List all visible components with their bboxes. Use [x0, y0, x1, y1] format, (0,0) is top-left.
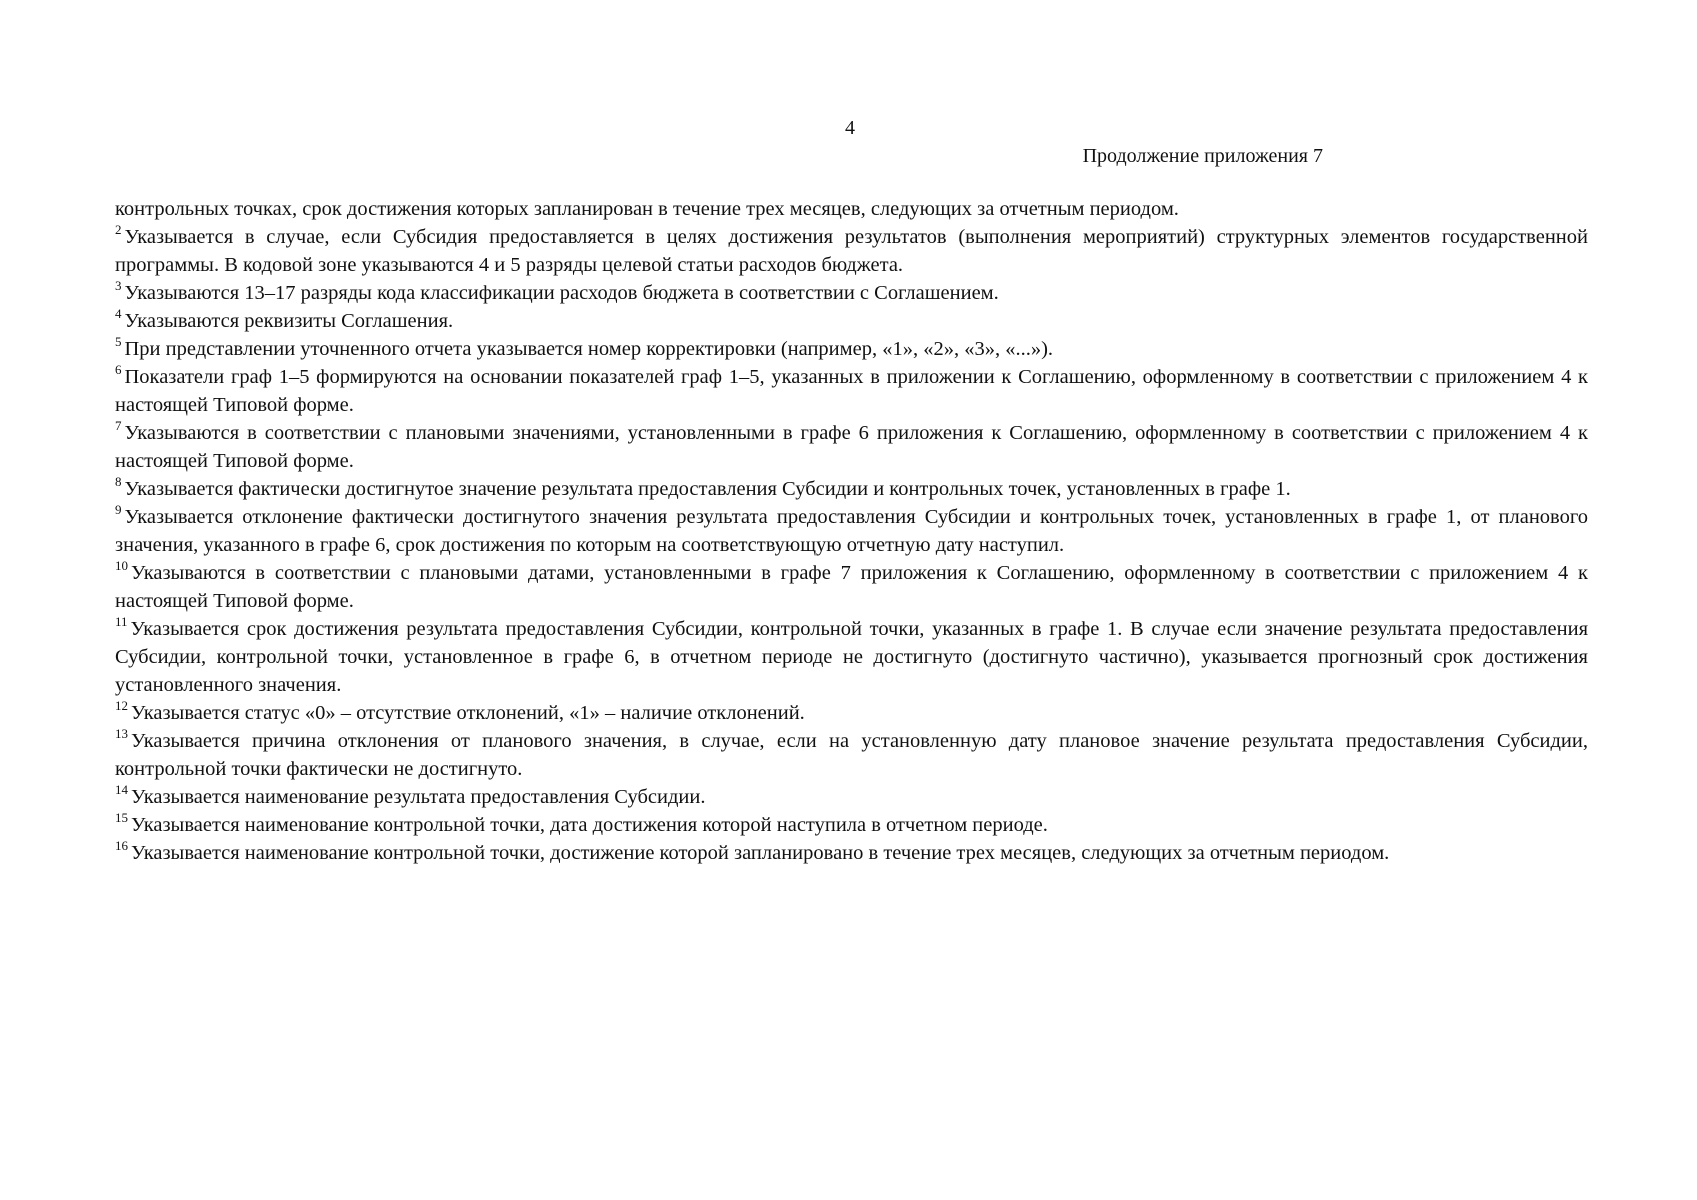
footnote-number: 10 [115, 558, 128, 573]
footnote-number: 2 [115, 222, 122, 237]
footnote-text: Указывается фактически достигнутое значение результата предоставления Субсидии и контрольных точек, установленных в графе 1. [124, 478, 1291, 500]
footnote-text: Указываются в соответствии с плановыми датами, установленными в графе 7 приложения к Соглашению, оформленному в соответствии с приложением 4 к настоящей Типовой форме. [115, 562, 1588, 612]
footnote-number: 3 [115, 278, 122, 293]
footnote-number: 5 [115, 334, 122, 349]
footnote-16 [115, 839, 1588, 867]
footnotes-list [115, 195, 1588, 867]
footnote-text: Указывается срок достижения результата предоставления Субсидии, контрольной точки, указанных в графе 1. В случае если значение результата предоставления Субсидии, контрольной точки, установленное в графе 6, в отчетном периоде не достигнуто (достигнуто частично), указывается прогнозный срок достижения установленного значения. [115, 618, 1588, 696]
footnote-text: Указывается наименование контрольной точки, дата достижения которой наступила в отчетном периоде. [131, 814, 1048, 836]
footnote-12 [115, 699, 1588, 727]
footnote-number: 4 [115, 306, 122, 321]
footnote-number: 14 [115, 782, 128, 797]
footnote-text: Указываются 13–17 разряды кода классификации расходов бюджета в соответствии с Соглашением. [124, 282, 999, 304]
footnote-number: 16 [115, 838, 128, 853]
footnote-number: 13 [115, 726, 128, 741]
appendix-label: Продолжение приложения 7 [1082, 145, 1323, 167]
footnote-number: 9 [115, 502, 122, 517]
footnote-4 [115, 307, 1588, 335]
footnote-3 [115, 279, 1588, 307]
footnote-number: 6 [115, 362, 122, 377]
footnote-text: Указывается причина отклонения от планового значения, в случае, если на установленную дату плановое значение результата предоставления Субсидии, контрольной точки фактически не достигнуто. [115, 730, 1588, 780]
footnote-text: Указывается в случае, если Субсидия предоставляется в целях достижения результатов (выполнения мероприятий) структурных элементов государственной программы. В кодовой зоне указываются 4 и 5 разряды целевой статьи расходов бюджета. [115, 226, 1588, 276]
footnote-text: При представлении уточненного отчета указывается номер корректировки (например, «1», «2», «3», «...»). [124, 338, 1054, 360]
footnote-number: 7 [115, 418, 122, 433]
footnote-15 [115, 811, 1588, 839]
footnote-number: 15 [115, 810, 128, 825]
footnote-10 [115, 559, 1588, 615]
footnote-text: Указывается статус «0» – отсутствие отклонений, «1» – наличие отклонений. [131, 702, 805, 724]
page-number: 4 [845, 117, 855, 139]
footnote-2 [115, 223, 1588, 279]
footnote-number: 11 [115, 614, 128, 629]
footnote-14 [115, 783, 1588, 811]
footnote-text: Указывается наименование результата предоставления Субсидии. [131, 786, 706, 808]
footnote-number: 8 [115, 474, 122, 489]
footnote-continuation [115, 195, 1588, 223]
footnote-7 [115, 419, 1588, 475]
footnote-text: Указывается наименование контрольной точки, достижение которой запланировано в течение трех месяцев, следующих за отчетным периодом. [131, 842, 1390, 864]
footnote-13 [115, 727, 1588, 783]
footnote-5 [115, 335, 1588, 363]
footnote-text: контрольных точках, срок достижения которых запланирован в течение трех месяцев, следующих за отчетным периодом. [115, 198, 1179, 220]
footnote-8 [115, 475, 1588, 503]
footnote-11 [115, 615, 1588, 699]
footnote-text: Указываются реквизиты Соглашения. [124, 310, 454, 332]
footnote-6 [115, 363, 1588, 419]
footnote-text: Указываются в соответствии с плановыми значениями, установленными в графе 6 приложения к Соглашению, оформленному в соответствии с приложением 4 к настоящей Типовой форме. [115, 422, 1588, 472]
footnote-text: Указывается отклонение фактически достигнутого значения результата предоставления Субсидии и контрольных точек, установленных в графе 1, от планового значения, указанного в графе 6, срок достижения по которым на соответствующую отчетную дату наступил. [115, 506, 1588, 556]
footnote-number: 12 [115, 698, 128, 713]
footnote-9 [115, 503, 1588, 559]
footnote-text: Показатели граф 1–5 формируются на основании показателей граф 1–5, указанных в приложении к Соглашению, оформленному в соответствии с приложением 4 к настоящей Типовой форме. [115, 366, 1588, 416]
